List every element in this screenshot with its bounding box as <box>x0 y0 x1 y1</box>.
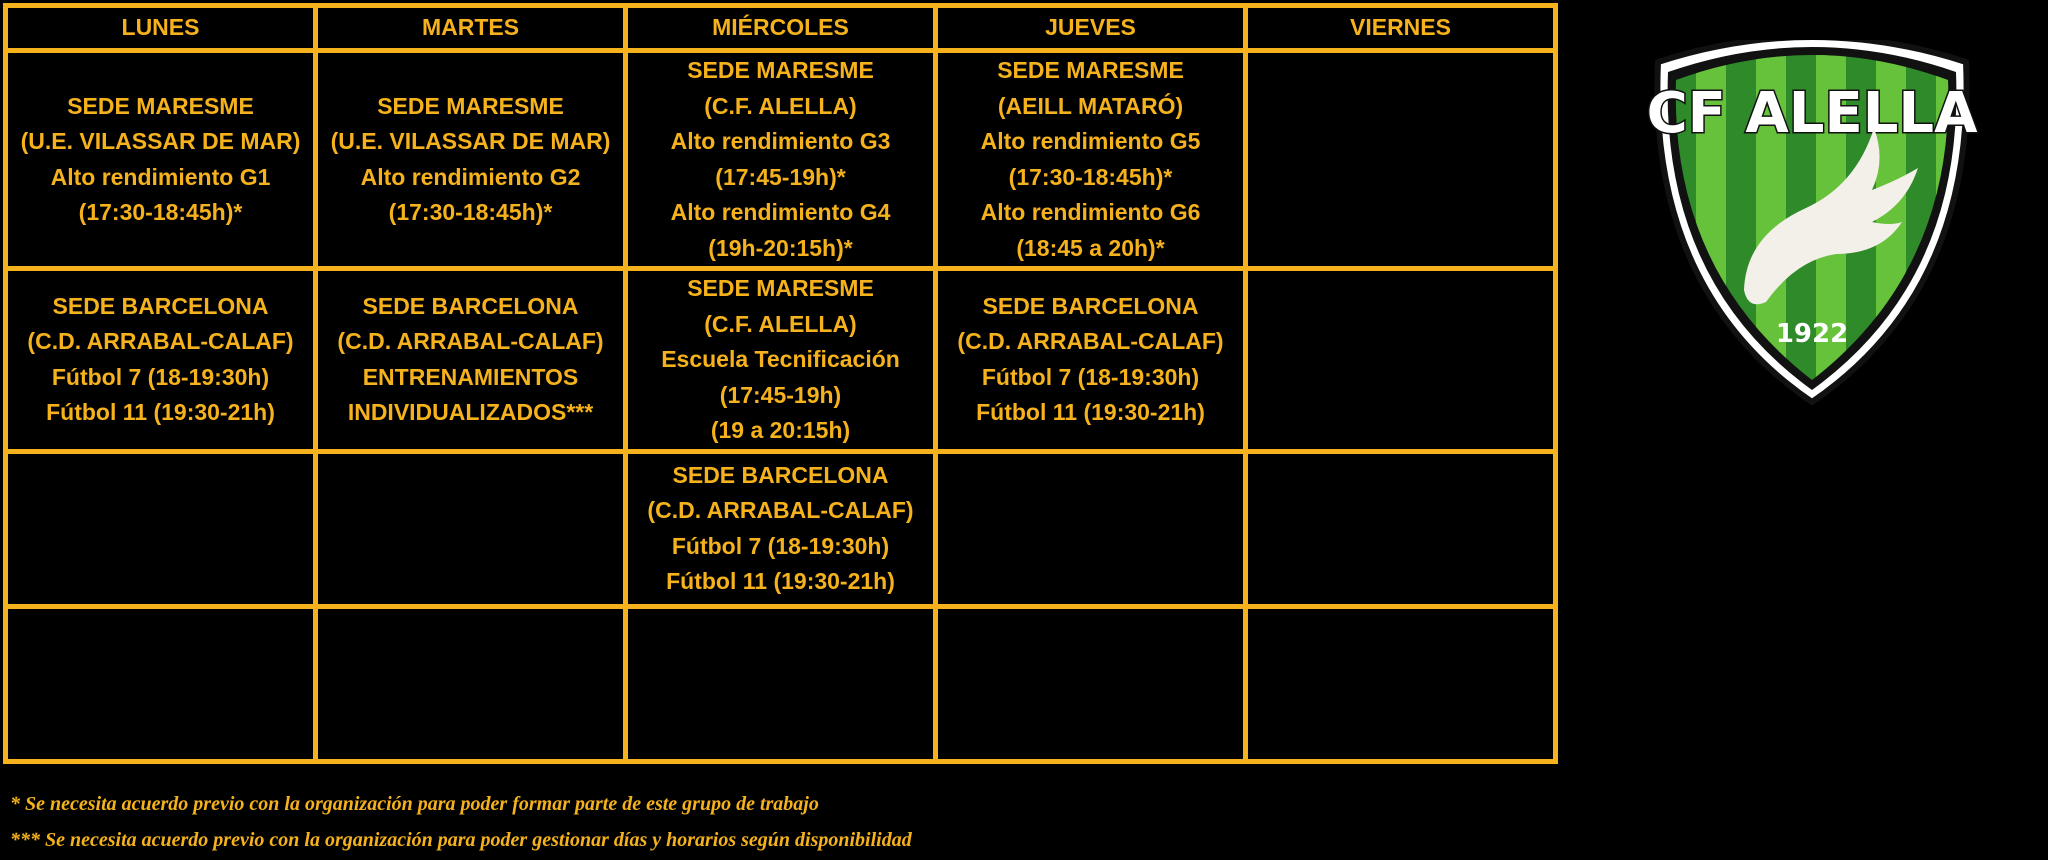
schedule-cell-empty <box>626 606 936 761</box>
day-header-lunes: LUNES <box>6 6 316 51</box>
schedule-cell-empty <box>316 606 626 761</box>
cell-line: SEDE MARESME <box>687 57 874 83</box>
schedule-cell-empty <box>6 606 316 761</box>
schedule-cell <box>626 269 936 452</box>
crest-name-lettering: CF ALELLA <box>1646 81 1978 146</box>
cell-line: (17:30-18:45h)* <box>78 199 243 225</box>
cell-line: SEDE MARESME <box>997 57 1184 83</box>
cell-line: Fútbol 11 (19:30-21h) <box>46 399 275 426</box>
cell-line: (U.E. VILASSAR DE MAR) <box>330 128 611 154</box>
cell-line: Escuela Tecnificación <box>661 346 900 372</box>
cell-line: SEDE BARCELONA <box>362 292 579 319</box>
footnote-2: *** Se necesita acuerdo previo con la organización para poder gestionar días y horarios según disponibilidad <box>10 829 912 851</box>
cell-line: Alto rendimiento G4 <box>670 199 891 225</box>
cell-line: SEDE BARCELONA <box>672 461 889 488</box>
day-header-jueves: JUEVES <box>936 6 1246 51</box>
schedule-cell <box>6 51 316 269</box>
cell-line: Fútbol 7 (18-19:30h) <box>981 363 1200 390</box>
schedule-table <box>3 3 1558 764</box>
cell-line: SEDE MARESME <box>687 275 874 301</box>
cell-line: SEDE BARCELONA <box>982 292 1199 319</box>
cell-line: Alto rendimiento G1 <box>50 163 271 190</box>
cell-line: (C.D. ARRABAL-CALAF) <box>647 497 914 523</box>
schedule-cell <box>936 51 1246 269</box>
schedule-cell <box>6 269 316 452</box>
cell-line: Alto rendimiento G3 <box>670 128 891 154</box>
day-header-martes: MARTES <box>316 6 626 51</box>
schedule-cell <box>626 51 936 269</box>
cell-line: Fútbol 7 (18-19:30h) <box>51 363 270 390</box>
cell-line: SEDE BARCELONA <box>52 292 269 319</box>
schedule-cell <box>936 269 1246 452</box>
schedule-cell-empty <box>936 606 1246 761</box>
cell-line: (18:45 a 20h)* <box>1016 234 1165 261</box>
schedule-cell <box>626 451 936 606</box>
day-header-miercoles: MIÉRCOLES <box>626 6 936 51</box>
cell-line: (C.F. ALELLA) <box>704 92 857 119</box>
cell-line: (C.F. ALELLA) <box>704 310 857 337</box>
schedule-row-1 <box>6 51 1556 269</box>
cell-line: (17:30-18:45h)* <box>388 199 553 225</box>
cell-line: (19 a 20:15h) <box>710 417 851 443</box>
cell-line: (U.E. VILASSAR DE MAR) <box>20 128 301 154</box>
header-row <box>6 6 1556 51</box>
schedule-row-3 <box>6 451 1556 606</box>
footnote-1: * Se necesita acuerdo previo con la organización para poder formar parte de este grupo de trabajo <box>10 793 819 815</box>
schedule-row-4 <box>6 606 1556 761</box>
schedule-cell-empty <box>1246 606 1556 761</box>
cell-line: Fútbol 7 (18-19:30h) <box>671 532 890 559</box>
schedule-cell <box>316 269 626 452</box>
cell-line: Alto rendimiento G2 <box>360 163 581 190</box>
cell-line: (C.D. ARRABAL-CALAF) <box>27 328 294 355</box>
schedule-cell-empty <box>1246 451 1556 606</box>
cell-line: (C.D. ARRABAL-CALAF) <box>337 328 604 355</box>
cell-line: Alto rendimiento G5 <box>980 128 1201 154</box>
cell-line: (19h-20:15h)* <box>708 234 853 261</box>
cell-line: Alto rendimiento G6 <box>980 199 1201 225</box>
cell-line: ENTRENAMIENTOS <box>362 363 579 390</box>
schedule-cell <box>316 51 626 269</box>
cell-line: SEDE MARESME <box>377 92 564 119</box>
cf-alella-crest-logo <box>1636 40 1988 410</box>
schedule-row-2 <box>6 269 1556 452</box>
schedule-cell-empty <box>316 451 626 606</box>
cell-line: INDIVIDUALIZADOS*** <box>347 399 594 426</box>
crest-year-lettering: 1922 <box>1775 319 1849 349</box>
schedule-cell-empty <box>1246 269 1556 452</box>
cell-line: SEDE MARESME <box>67 92 254 119</box>
cell-line: (C.D. ARRABAL-CALAF) <box>957 328 1224 355</box>
schedule-cell-empty <box>6 451 316 606</box>
cell-line: (AEILL MATARÓ) <box>997 92 1184 119</box>
day-header-viernes: VIERNES <box>1246 6 1556 51</box>
schedule-cell-empty <box>1246 51 1556 269</box>
cell-line: Fútbol 11 (19:30-21h) <box>666 568 895 594</box>
cell-line: Fútbol 11 (19:30-21h) <box>976 399 1205 426</box>
schedule-cell-empty <box>936 451 1246 606</box>
cell-line: (17:45-19h) <box>719 381 842 408</box>
cell-line: (17:45-19h)* <box>715 163 846 190</box>
cell-line: (17:30-18:45h)* <box>1008 163 1173 190</box>
